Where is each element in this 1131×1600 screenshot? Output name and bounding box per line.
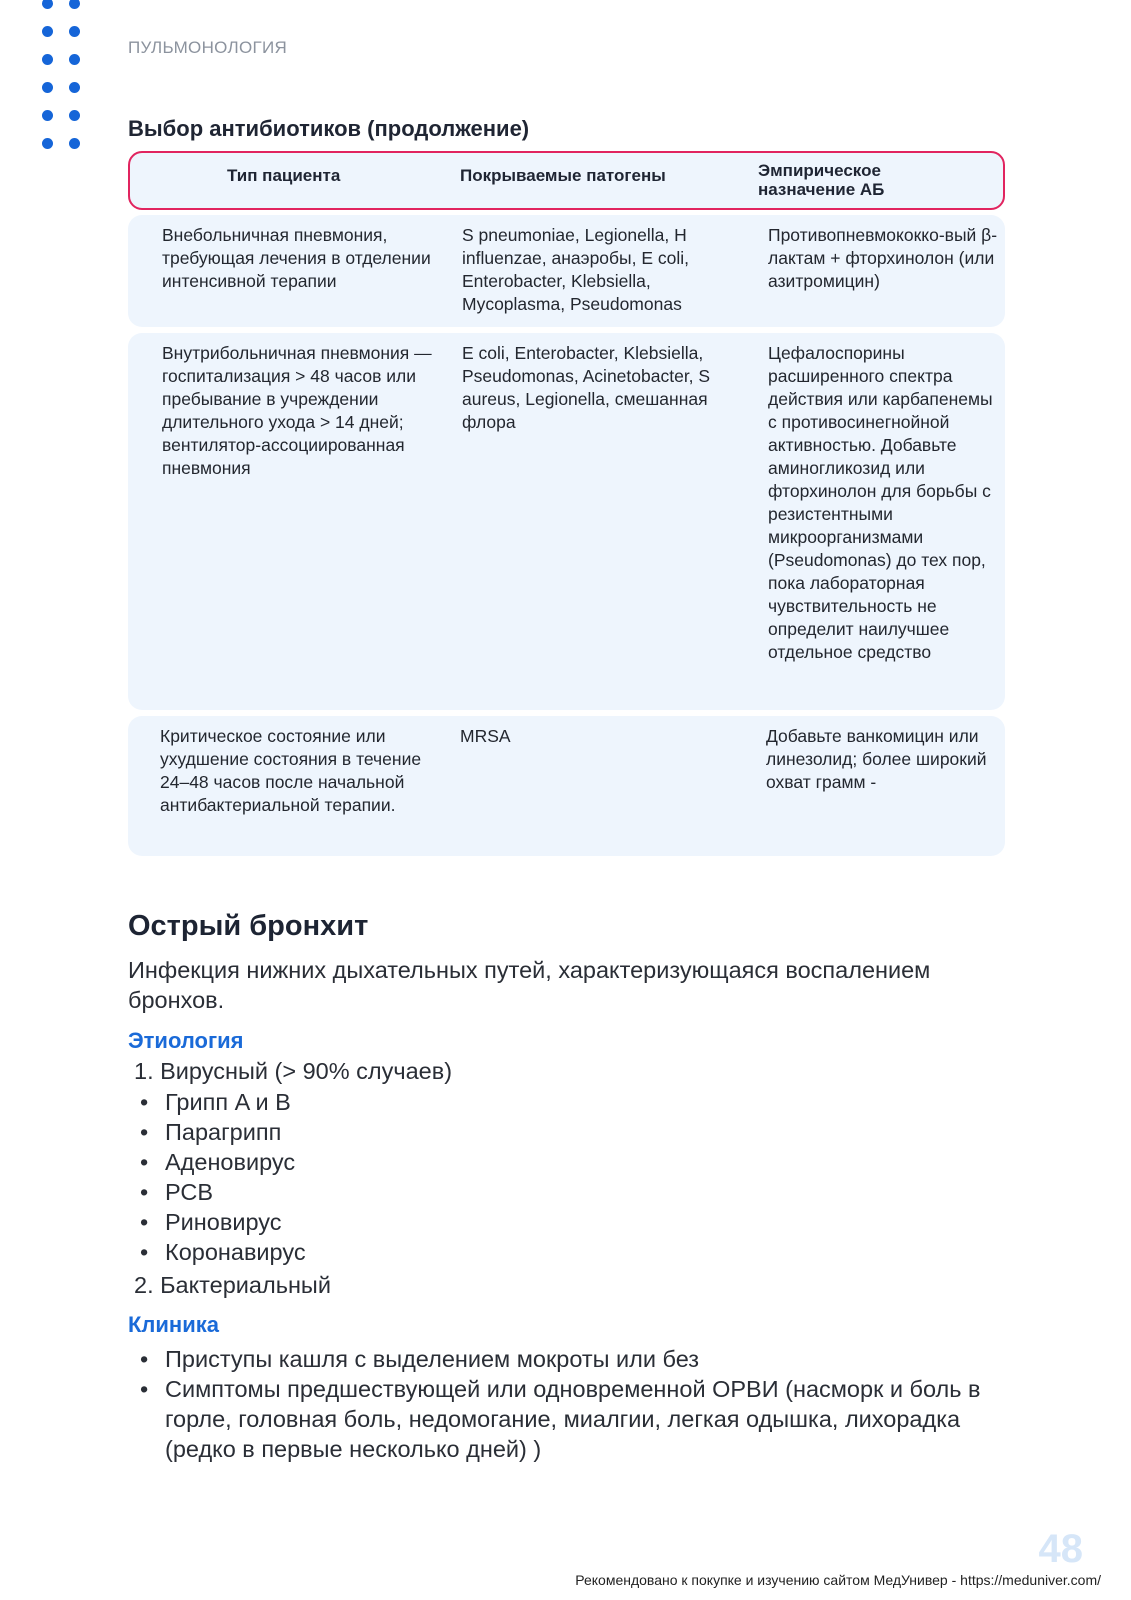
dot [42,26,53,37]
cell-patient: Внутрибольничная пневмония — госпитализация > 48 часов или пребывание в учреждении длительного ухода > 14 дней; вентилятор-ассоциированная пневмония [162,343,432,478]
list-item: 2. Бактериальный [134,1272,331,1298]
dot [42,82,53,93]
table-row [128,716,1005,856]
dot [69,110,80,121]
column-header-patient: Тип пациента [227,166,341,185]
table-header [128,151,1005,210]
cell-pathogens: S pneumoniae, Legionella, H influenzae, анаэробы, E coli, Enterobacter, Klebsiella, Mycoplasma, Pseudomonas [462,225,690,314]
dot [69,0,80,9]
bullet-icon: • [140,1376,149,1402]
dot [69,138,80,149]
bullet-icon: • [140,1209,149,1235]
section-label: ПУЛЬМОНОЛОГИЯ [128,38,288,57]
etiology-heading: Этиология [128,1028,244,1053]
cell-therapy: Добавьте ванкомицин или линезолид; более широкий охват грамм - [766,726,987,792]
list-item-text: Аденовирус [165,1149,296,1175]
page-number: 48 [1038,1527,1083,1571]
decorative-dot-grid [40,0,88,150]
cell-pathogens: MRSA [460,726,511,746]
bullet-icon: • [140,1179,149,1205]
dot [42,110,53,121]
cell-pathogens: E coli, Enterobacter, Klebsiella, Pseudomonas, Acinetobacter, S aureus, Legionella, смешанная флора [462,343,711,432]
cell-patient: Критическое состояние или ухудшение состояния в течение 24–48 часов после начальной антибактериальной терапии. [160,726,422,815]
bullet-icon: • [140,1119,149,1145]
list-item-text: Риновирус [165,1209,282,1235]
dot [69,26,80,37]
dot [42,0,53,9]
cell-therapy: Цефалоспорины расширенного спектра действия или карбапенемы с противосинегнойной активностью. Добавьте аминогликозид или фторхинолон для борьбы с резистентными микроорганизмами (Pseudomonas) до тех пор, пока лабораторная чувствительность не определит наилучшее отдельное средство [768,343,993,662]
section-title: Острый бронхит [128,910,369,942]
bullet-icon: • [140,1089,149,1115]
dot [69,82,80,93]
section-intro: Инфекция нижних дыхательных путей, характеризующаяся воспалением бронхов. [128,957,931,1013]
list-item-text: Приступы кашля с выделением мокроты или без [165,1346,700,1372]
table-title: Выбор антибиотиков (продолжение) [128,116,530,141]
column-header-therapy: Эмпирическое назначение АБ [758,161,885,199]
list-item-text: Коронавирус [165,1239,306,1265]
list-item-text: Симптомы предшествующей или одновременной ОРВИ (насморк и боль в горле, головная боль, недомогание, миалгии, легкая одышка, лихорадка (редко в первые несколько дней) ) [165,1376,981,1462]
bullet-icon: • [140,1346,149,1372]
clinic-heading: Клиника [128,1312,219,1337]
bullet-icon: • [140,1239,149,1265]
list-item-text: РСВ [165,1179,214,1205]
column-header-pathogens: Покрываемые патогены [460,166,666,185]
table-row [128,333,1005,710]
table-row [128,215,1005,327]
list-item: 1. Вирусный (> 90% случаев) [134,1058,453,1084]
bullet-icon: • [140,1149,149,1175]
cell-therapy: Противопневмококко-вый β-лактам + фторхинолон (или азитромицин) [768,225,998,291]
dot [69,54,80,65]
list-item-text: Парагрипп [165,1119,282,1145]
dot [42,138,53,149]
dot [42,54,53,65]
cell-patient: Внебольничная пневмония, требующая лечения в отделении интенсивной терапии [162,225,431,291]
list-item-text: Грипп A и B [165,1089,291,1115]
footer-note: Рекомендовано к покупке и изучению сайтом МедУнивер - https://meduniver.com/ [575,1572,1101,1588]
